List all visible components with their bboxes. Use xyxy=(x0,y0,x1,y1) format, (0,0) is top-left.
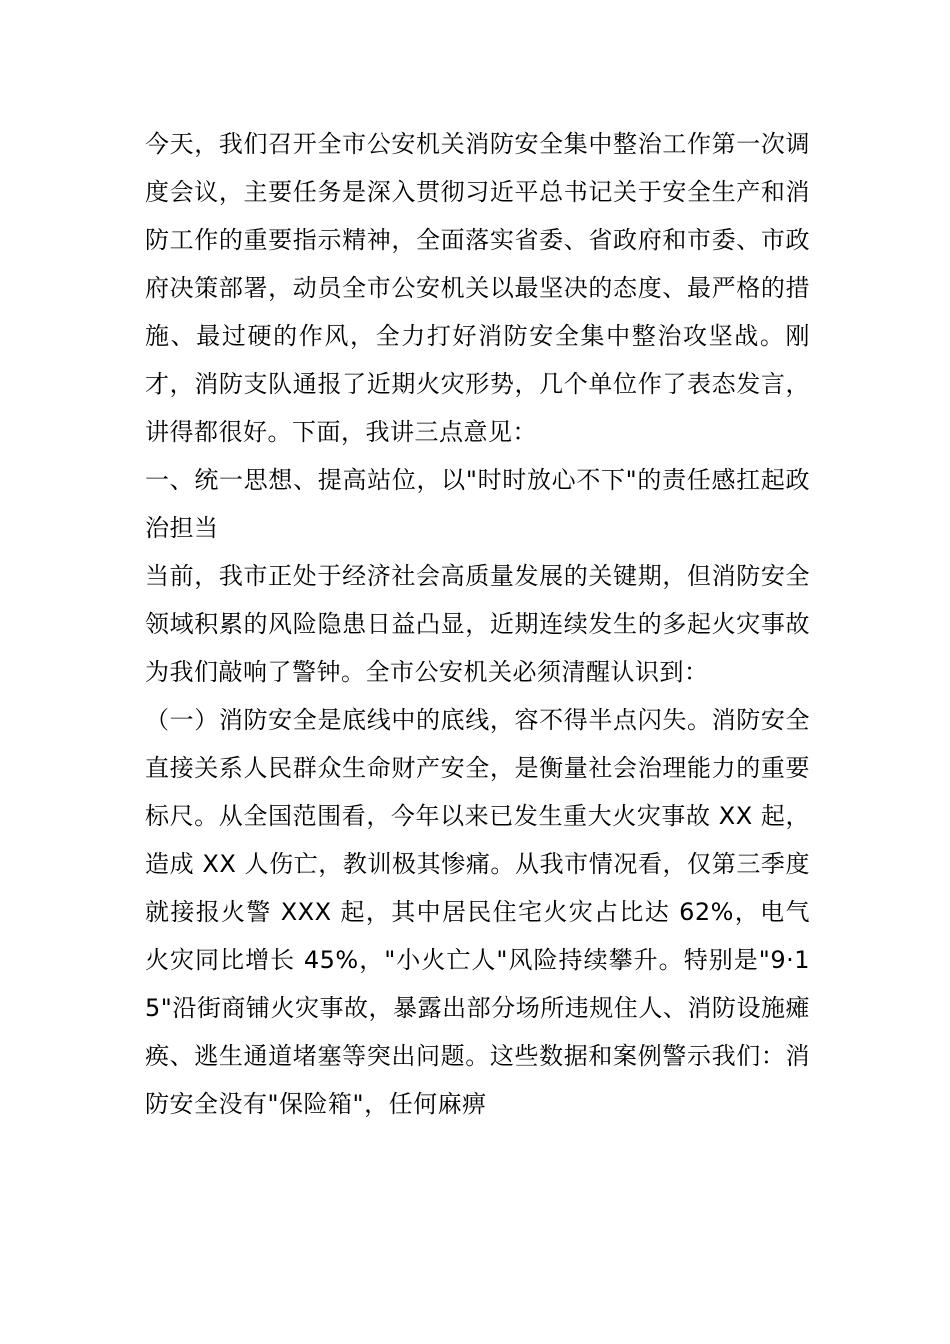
subsection-1-paragraph: （一）消防安全是底线中的底线，容不得半点闪失。消防安全直接关系人民群众生命财产安全，是衡量社会治理能力的重要标尺。从全国范围看，今年以来已发生重大火灾事故 XX 起，造成 XX 人伤亡，教训极其惨痛。从我市情况看，仅第三季度就接报火警 XXX 起，其中居民住宅火灾占比达 62%，电气火灾同比增长 45%，"小火亡人"风险持续攀升。特别是"9·15"沿街商铺火灾事故，暴露出部分场所违规住人、消防设施瘫痪、逃生通道堵塞等突出问题。这些数据和案例警示我们：消防安全没有"保险箱"，任何麻痹 xyxy=(145,706,810,1118)
opening-paragraph: 今天，我们召开全市公安机关消防安全集中整治工作第一次调度会议，主要任务是深入贯彻习近平总书记关于安全生产和消防工作的重要指示精神，全面落实省委、省政府和市委、市政府决策部署，动员全市公安机关以最坚决的态度、最严格的措施、最过硬的作风，全力打好消防安全集中整治攻坚战。刚才，消防支队通报了近期火灾形势，几个单位作了表态发言，讲得都很好。下面，我讲三点意见： xyxy=(145,130,810,446)
document-body xyxy=(145,120,810,1128)
section-1-intro-paragraph: 当前，我市正处于经济社会高质量发展的关键期，但消防安全领域积累的风险隐患日益凸显，近期连续发生的多起火灾事故为我们敲响了警钟。全市公安机关必须清醒认识到： xyxy=(145,562,810,686)
section-heading-1: 一、统一思想、提高站位，以"时时放心不下"的责任感扛起政治担当 xyxy=(145,466,810,542)
